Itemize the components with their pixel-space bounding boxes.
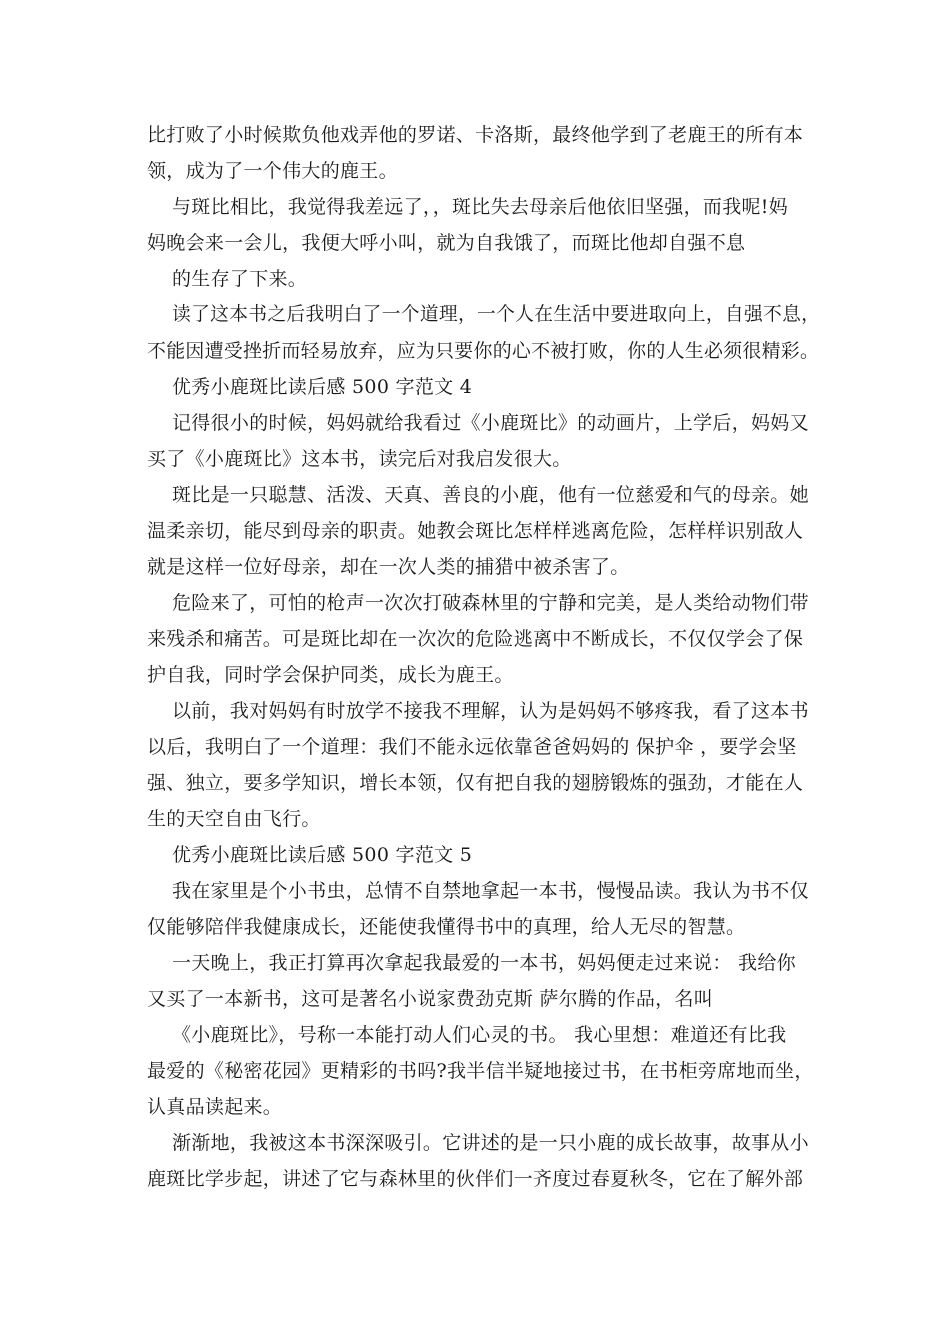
text-line: 护自我，同时学会保护同类，成长为鹿王。	[147, 664, 514, 686]
text-line: 领，成为了一个伟大的鹿王。	[147, 160, 398, 182]
text-line: 以前，我对妈妈有时放学不接我不理解，认为是妈妈不够疼我，看了这本书	[172, 700, 809, 722]
text-line: 以后，我明白了一个道理：我们不能永远依靠爸爸妈妈的 保护伞 ，要学会坚	[147, 736, 797, 758]
text-line: 与斑比相比，我觉得我差远了，，斑比失去母亲后他依旧坚强，而我呢!妈	[172, 196, 789, 218]
section-heading: 优秀小鹿斑比读后感 500 字范文 5	[172, 844, 473, 866]
section-heading: 优秀小鹿斑比读后感 500 字范文 4	[172, 376, 473, 398]
text-line: 认真品读起来。	[147, 1096, 283, 1118]
text-line: 鹿斑比学步起，讲述了它与森林里的伙伴们一齐度过春夏秋冬，它在了解外部	[147, 1168, 804, 1190]
text-line: 又买了一本新书，这可是著名小说家费劲克斯 萨尔腾的作品，名叫	[147, 988, 714, 1010]
text-line: 仅能够陪伴我健康成长，还能使我懂得书中的真理，给人无尽的智慧。	[147, 916, 746, 938]
text-line: 买了《小鹿斑比》这本书，读完后对我启发很大。	[147, 448, 572, 470]
text-line: 读了这本书之后我明白了一个道理，一个人在生活中要进取向上，自强不息，	[172, 304, 821, 325]
text-line: 的生存了下来。	[172, 268, 308, 290]
text-line: 一天晚上，我正打算再次拿起我最爱的一本书，妈妈便走过来说： 我给你	[172, 952, 796, 974]
text-line: 最爱的《秘密花园》更精彩的书吗?我半信半疑地接过书，在书柜旁席地而坐，	[147, 1060, 814, 1082]
text-line: 妈晚会来一会儿，我便大呼小叫，就为自我饿了，而斑比他却自强不息	[147, 232, 746, 254]
text-line: 生的天空自由飞行。	[147, 808, 321, 830]
text-line: 渐渐地，我被这本书深深吸引。它讲述的是一只小鹿的成长故事，故事从小	[172, 1132, 809, 1154]
text-line: 强、独立，要多学知识，增长本领，仅有把自我的翅膀锻炼的强劲，才能在人	[147, 772, 804, 794]
text-line: 不能因遭受挫折而轻易放弃，应为只要你的心不被打败，你的人生必须很精彩。	[147, 340, 820, 362]
text-line: 《小鹿斑比》，号称一本能打动人们心灵的书。 我心里想：难道还有比我	[172, 1024, 787, 1046]
text-line: 我在家里是个小书虫，总情不自禁地拿起一本书，慢慢品读。我认为书不仅	[172, 880, 809, 902]
text-line: 比打败了小时候欺负他戏弄他的罗诺、卡洛斯，最终他学到了老鹿王的所有本	[147, 124, 804, 146]
text-line: 温柔亲切，能尽到母亲的职责。她教会斑比怎样样逃离危险，怎样样识别敌人	[147, 520, 804, 542]
text-line: 就是这样一位好母亲，却在一次人类的捕猎中被杀害了。	[147, 556, 630, 578]
text-line: 斑比是一只聪慧、活泼、天真、善良的小鹿，他有一位慈爱和气的母亲。她	[172, 484, 809, 506]
text-line: 来残杀和痛苦。可是斑比却在一次次的危险逃离中不断成长，不仅仅学会了保	[147, 628, 804, 650]
text-line: 危险来了，可怕的枪声一次次打破森林里的宁静和完美，是人类给动物们带	[172, 592, 809, 614]
text-line: 记得很小的时候，妈妈就给我看过《小鹿斑比》的动画片，上学后，妈妈又	[172, 412, 809, 434]
